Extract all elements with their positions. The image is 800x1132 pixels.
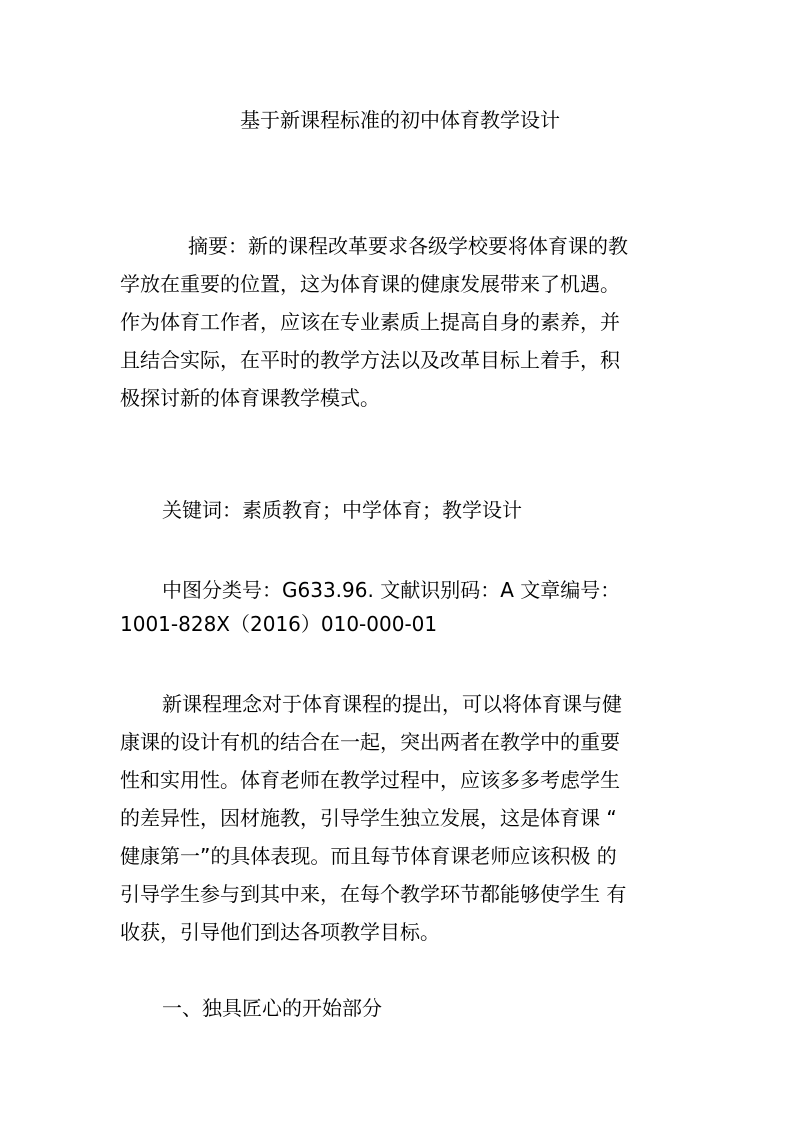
section-heading: 一、独具匠心的开始部分 (162, 996, 382, 1020)
body-line: 引导学生参与到其中来，在每个教学环节都能够使学生 有 (120, 882, 627, 906)
abstract-line: 作为体育工作者，应该在专业素质上提高自身的素养，并 (120, 310, 620, 334)
document-title: 基于新课程标准的初中体育教学设计 (240, 108, 560, 132)
body-line: 健康第一”的具体表现。而且每节体育课老师应该积极 的 (120, 844, 617, 868)
body-line: 新课程理念对于体育课程的提出，可以将体育课与健 (162, 692, 622, 716)
abstract-line: 学放在重要的位置，这为体育课的健康发展带来了机遇。 (120, 272, 620, 296)
abstract-line: 摘要：新的课程改革要求各级学校要将体育课的教 (188, 234, 628, 258)
classification-line: 中图分类号：G633.96. 文献识别码：A 文章编号： (162, 578, 621, 602)
keywords-line: 关键词：素质教育；中学体育；教学设计 (162, 498, 522, 522)
abstract-line: 极探讨新的体育课教学模式。 (120, 386, 380, 410)
abstract-line: 且结合实际，在平时的教学方法以及改革目标上着手，积 (120, 348, 620, 372)
classification-line: 1001-828X（2016）010-000-01 (120, 612, 438, 636)
body-line: 康课的设计有机的结合在一起，突出两者在教学中的重要 (120, 730, 620, 754)
body-line: 收获，引导他们到达各项教学目标。 (120, 920, 440, 944)
body-line: 的差异性，因材施教，引导学生独立发展，这是体育课 “ (120, 806, 617, 830)
body-line: 性和实用性。体育老师在教学过程中，应该多多考虑学生 (120, 768, 620, 792)
